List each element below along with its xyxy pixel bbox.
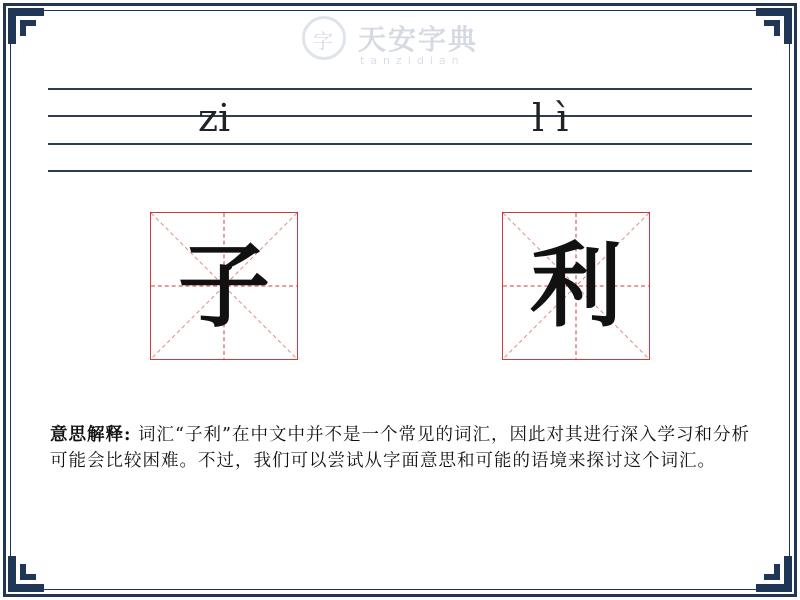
logo-subtitle: tanzidian bbox=[360, 54, 465, 67]
character-grid-2 bbox=[502, 212, 650, 360]
meaning-text: 词汇“子利”在中文中并不是一个常见的词汇，因此对其进行深入学习和分析可能会比较困难。不过，我们可以尝试从字面意思和可能的语境来探讨这个词汇。 bbox=[50, 425, 750, 471]
pinyin-syllable-1: zi bbox=[198, 96, 231, 140]
pinyin-syllable-2: l ì bbox=[532, 96, 569, 140]
pinyin-ruled-lines bbox=[48, 88, 752, 172]
corner-ornament-icon bbox=[6, 554, 46, 594]
corner-ornament-icon bbox=[754, 6, 794, 46]
character-2: 利 bbox=[529, 232, 622, 340]
logo-mark bbox=[302, 16, 346, 60]
ruled-line bbox=[48, 143, 752, 145]
logo-mark-glyph: 字 bbox=[313, 29, 333, 53]
character-1: 子 bbox=[177, 232, 270, 340]
logo-name: 天安字典 bbox=[358, 23, 479, 56]
meaning-paragraph bbox=[50, 422, 750, 474]
corner-ornament-icon bbox=[754, 554, 794, 594]
corner-ornament-icon bbox=[6, 6, 46, 46]
site-logo bbox=[300, 14, 500, 70]
meaning-label: 意思解释 bbox=[50, 425, 124, 445]
ruled-line bbox=[48, 88, 752, 90]
ruled-line bbox=[48, 115, 752, 117]
meaning-separator: : bbox=[124, 425, 132, 445]
ruled-line bbox=[48, 170, 752, 172]
character-grid-1 bbox=[150, 212, 298, 360]
